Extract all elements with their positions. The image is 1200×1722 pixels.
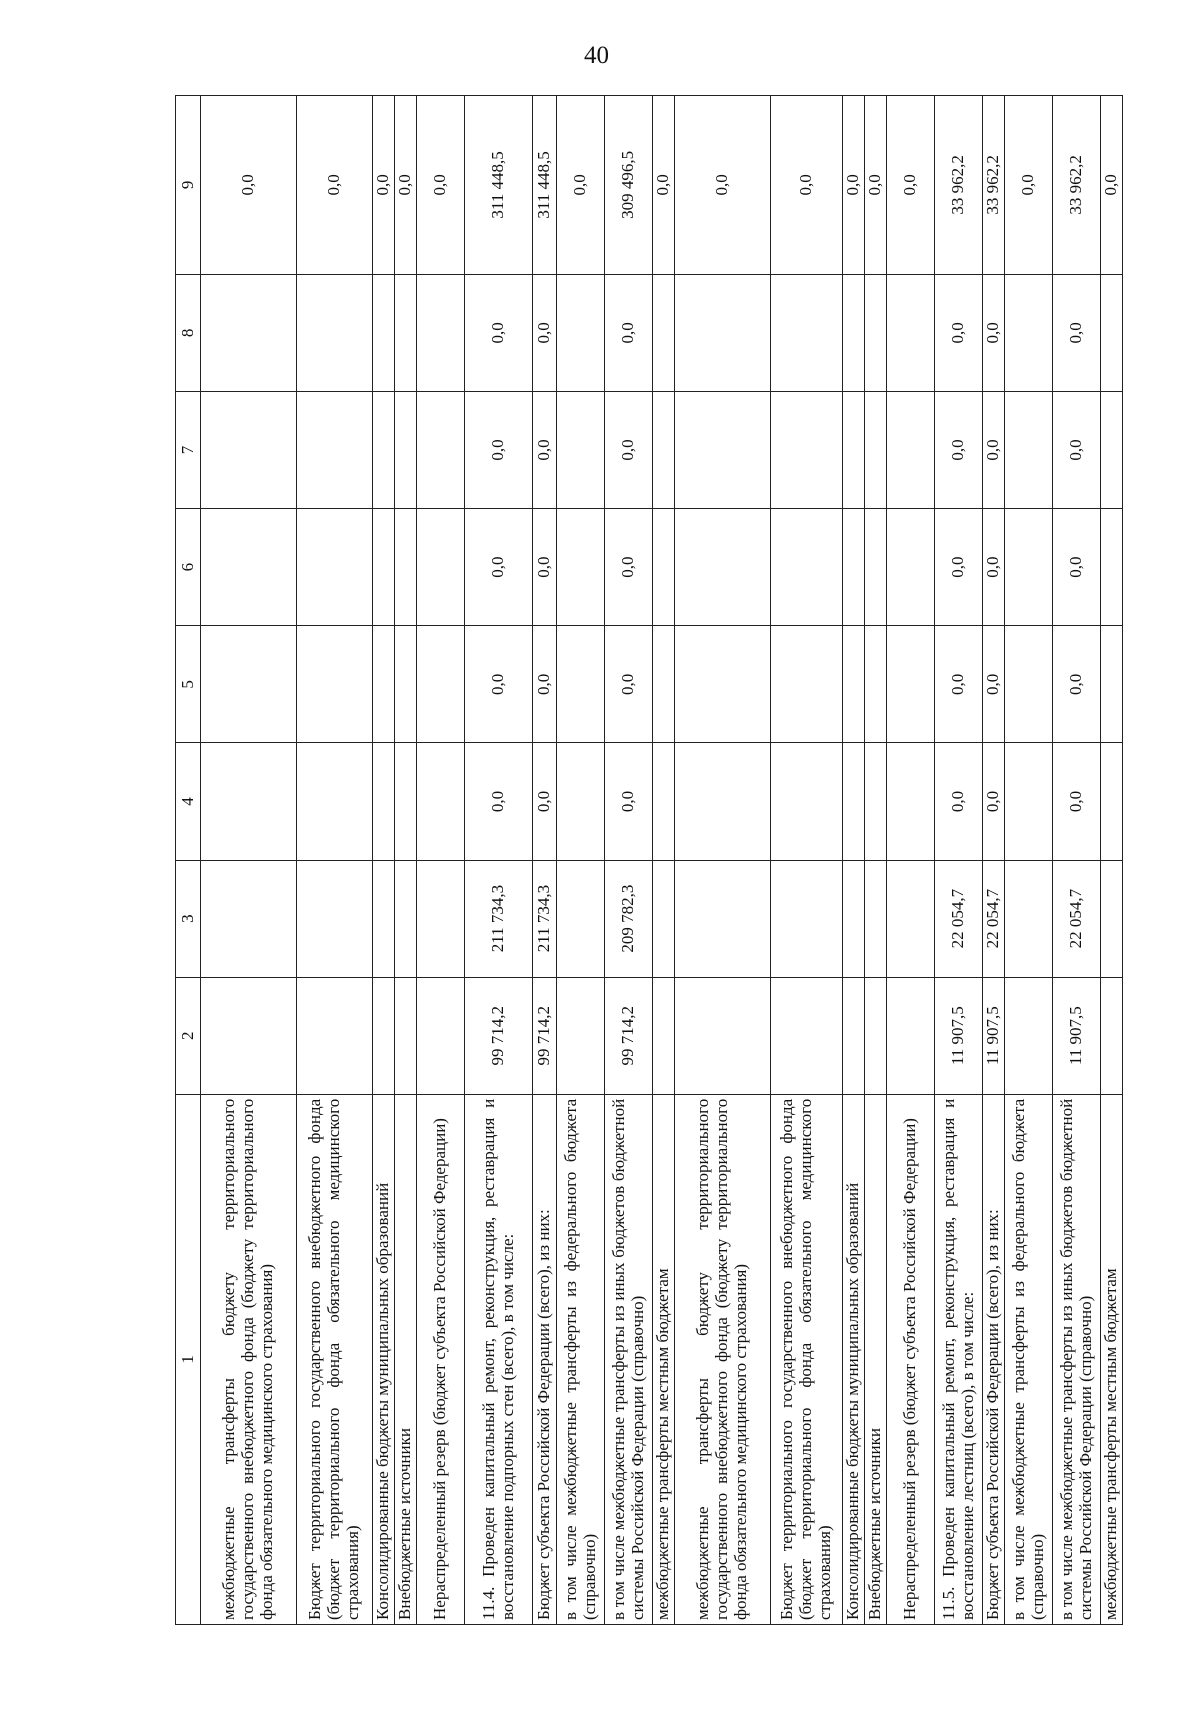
cell-col-6: 0,0 [605,509,653,626]
cell-col-4 [843,743,865,860]
cell-col-3 [771,860,843,977]
row-label: межбюджетные трансферты местным бюджетам [653,1094,675,1624]
cell-col-3 [297,860,373,977]
table-row [297,96,373,1625]
cell-col-3 [887,860,935,977]
cell-col-9: 0,0 [297,96,373,275]
cell-col-3 [201,860,297,977]
cell-col-3 [395,860,417,977]
cell-col-6 [771,509,843,626]
cell-col-9: 0,0 [1101,96,1123,275]
cell-col-5: 0,0 [465,626,533,743]
table-row [1053,96,1101,1625]
cell-col-7: 0,0 [983,391,1005,508]
cell-col-6 [865,509,887,626]
cell-col-3 [417,860,465,977]
table-row [983,96,1005,1625]
cell-col-5 [865,626,887,743]
table-row [653,96,675,1625]
cell-col-4: 0,0 [465,743,533,860]
column-header-1: 1 [176,1094,201,1624]
row-label: Бюджет субъекта Российской Федерации (всего), из них: [983,1094,1005,1624]
cell-col-9: 33 962,2 [983,96,1005,275]
cell-col-8 [1101,274,1123,391]
cell-col-9: 311 448,5 [465,96,533,275]
table-row [1101,96,1123,1625]
cell-col-8: 0,0 [605,274,653,391]
cell-col-9: 0,0 [557,96,605,275]
cell-col-5 [653,626,675,743]
cell-col-8: 0,0 [465,274,533,391]
cell-col-7 [887,391,935,508]
cell-col-4 [771,743,843,860]
cell-col-2 [675,977,771,1094]
cell-col-2 [1005,977,1053,1094]
cell-col-8 [653,274,675,391]
cell-col-6 [1005,509,1053,626]
cell-col-6 [395,509,417,626]
row-label: в том числе межбюджетные трансферты из иных бюджетов бюджетной системы Российской Федерации (справочно) [1053,1094,1101,1624]
cell-col-9: 0,0 [373,96,395,275]
cell-col-3 [653,860,675,977]
cell-col-9: 0,0 [201,96,297,275]
cell-col-6 [201,509,297,626]
cell-col-6 [557,509,605,626]
cell-col-4: 0,0 [533,743,557,860]
column-header-6: 6 [176,509,201,626]
cell-col-6 [675,509,771,626]
header-row [176,96,201,1625]
table-body [201,96,1123,1625]
table-row [557,96,605,1625]
cell-col-7 [395,391,417,508]
row-label: 11.4. Проведен капитальный ремонт, реконструкция, реставрация и восстановление подпорных стен (всего), в том числе: [465,1094,533,1624]
cell-col-3: 22 054,7 [1053,860,1101,977]
cell-col-7 [557,391,605,508]
cell-col-4: 0,0 [605,743,653,860]
cell-col-9: 311 448,5 [533,96,557,275]
column-header-4: 4 [176,743,201,860]
cell-col-2 [771,977,843,1094]
cell-col-6 [653,509,675,626]
cell-col-2 [201,977,297,1094]
cell-col-2: 11 907,5 [935,977,983,1094]
rotated-table-container [175,95,1120,1625]
cell-col-6: 0,0 [935,509,983,626]
row-label: межбюджетные трансферты бюджету территориального государственного внебюджетного фонда (бюджету территориального фонда обязательного медицинского страхования) [675,1094,771,1624]
cell-col-2 [417,977,465,1094]
cell-col-3 [675,860,771,977]
cell-col-9: 0,0 [417,96,465,275]
cell-col-8 [1005,274,1053,391]
cell-col-4 [653,743,675,860]
cell-col-7 [865,391,887,508]
row-label: Бюджет территориального государственного внебюджетного фонда (бюджет территориального фонда обязательного медицинского страхования) [771,1094,843,1624]
cell-col-3 [1005,860,1053,977]
cell-col-6: 0,0 [1053,509,1101,626]
column-header-8: 8 [176,274,201,391]
column-header-3: 3 [176,860,201,977]
cell-col-8 [373,274,395,391]
cell-col-9: 33 962,2 [935,96,983,275]
table-row [1005,96,1053,1625]
table-row [675,96,771,1625]
table-row [201,96,297,1625]
cell-col-8: 0,0 [983,274,1005,391]
table-row [533,96,557,1625]
cell-col-5 [557,626,605,743]
cell-col-7 [373,391,395,508]
cell-col-5 [373,626,395,743]
cell-col-8 [395,274,417,391]
cell-col-5: 0,0 [1053,626,1101,743]
column-header-7: 7 [176,391,201,508]
cell-col-8 [675,274,771,391]
cell-col-8 [887,274,935,391]
cell-col-4 [865,743,887,860]
cell-col-6 [417,509,465,626]
budget-table [175,95,1123,1625]
column-header-2: 2 [176,977,201,1094]
cell-col-7 [297,391,373,508]
cell-col-9: 0,0 [771,96,843,275]
cell-col-8 [297,274,373,391]
cell-col-7: 0,0 [465,391,533,508]
cell-col-4 [1005,743,1053,860]
cell-col-8: 0,0 [533,274,557,391]
row-label: межбюджетные трансферты бюджету территориального государственного внебюджетного фонда (бюджету территориального фонда обязательного медицинского страхования) [201,1094,297,1624]
cell-col-4 [887,743,935,860]
row-label: Внебюджетные источники [395,1094,417,1624]
cell-col-3: 211 734,3 [533,860,557,977]
cell-col-2 [373,977,395,1094]
table-row [605,96,653,1625]
cell-col-5 [1005,626,1053,743]
cell-col-7 [201,391,297,508]
table-row [417,96,465,1625]
cell-col-4: 0,0 [935,743,983,860]
cell-col-8 [843,274,865,391]
cell-col-3 [373,860,395,977]
cell-col-5: 0,0 [935,626,983,743]
page-number: 40 [584,42,609,69]
cell-col-4 [395,743,417,860]
cell-col-4 [557,743,605,860]
cell-col-7: 0,0 [605,391,653,508]
cell-col-5 [771,626,843,743]
cell-col-3: 209 782,3 [605,860,653,977]
cell-col-7: 0,0 [1053,391,1101,508]
cell-col-8 [557,274,605,391]
cell-col-8 [771,274,843,391]
cell-col-6: 0,0 [983,509,1005,626]
cell-col-6 [843,509,865,626]
cell-col-2: 11 907,5 [983,977,1005,1094]
row-label: Нераспределенный резерв (бюджет субъекта Российской Федерации) [417,1094,465,1624]
cell-col-5 [887,626,935,743]
table-row [373,96,395,1625]
table-row [395,96,417,1625]
row-label: в том числе межбюджетные трансферты из иных бюджетов бюджетной системы Российской Федерации (справочно) [605,1094,653,1624]
cell-col-7 [771,391,843,508]
cell-col-5 [675,626,771,743]
cell-col-2: 11 907,5 [1053,977,1101,1094]
cell-col-9: 0,0 [843,96,865,275]
cell-col-9: 0,0 [653,96,675,275]
cell-col-8: 0,0 [1053,274,1101,391]
row-label: в том числе межбюджетные трансферты из федерального бюджета (справочно) [1005,1094,1053,1624]
cell-col-3 [843,860,865,977]
cell-col-8 [417,274,465,391]
cell-col-6 [373,509,395,626]
cell-col-3: 211 734,3 [465,860,533,977]
table-row [935,96,983,1625]
cell-col-9: 33 962,2 [1053,96,1101,275]
table-row [843,96,865,1625]
cell-col-9: 0,0 [1005,96,1053,275]
cell-col-5: 0,0 [605,626,653,743]
row-label: в том числе межбюджетные трансферты из федерального бюджета (справочно) [557,1094,605,1624]
cell-col-7 [1005,391,1053,508]
cell-col-2: 99 714,2 [533,977,557,1094]
cell-col-2: 99 714,2 [605,977,653,1094]
cell-col-5 [417,626,465,743]
cell-col-7 [675,391,771,508]
column-header-5: 5 [176,626,201,743]
row-label: Внебюджетные источники [865,1094,887,1624]
cell-col-2 [865,977,887,1094]
cell-col-3: 22 054,7 [935,860,983,977]
cell-col-7 [417,391,465,508]
cell-col-5: 0,0 [983,626,1005,743]
cell-col-2 [653,977,675,1094]
cell-col-5 [843,626,865,743]
table-row [865,96,887,1625]
cell-col-2: 99 714,2 [465,977,533,1094]
cell-col-2 [843,977,865,1094]
cell-col-5 [395,626,417,743]
cell-col-3 [557,860,605,977]
cell-col-5: 0,0 [533,626,557,743]
row-label: Бюджет субъекта Российской Федерации (всего), из них: [533,1094,557,1624]
table-row [887,96,935,1625]
cell-col-8: 0,0 [935,274,983,391]
cell-col-7 [1101,391,1123,508]
cell-col-2 [557,977,605,1094]
cell-col-4 [201,743,297,860]
cell-col-9: 0,0 [865,96,887,275]
cell-col-9: 0,0 [395,96,417,275]
cell-col-7: 0,0 [935,391,983,508]
cell-col-3: 22 054,7 [983,860,1005,977]
cell-col-3 [865,860,887,977]
cell-col-4 [675,743,771,860]
cell-col-8 [201,274,297,391]
cell-col-6: 0,0 [533,509,557,626]
cell-col-2 [887,977,935,1094]
cell-col-9: 0,0 [675,96,771,275]
cell-col-9: 309 496,5 [605,96,653,275]
cell-col-4: 0,0 [983,743,1005,860]
cell-col-4 [297,743,373,860]
cell-col-4 [1101,743,1123,860]
cell-col-4 [373,743,395,860]
row-label: межбюджетные трансферты местным бюджетам [1101,1094,1123,1624]
column-header-9: 9 [176,96,201,275]
cell-col-7 [653,391,675,508]
table-row [465,96,533,1625]
cell-col-2 [395,977,417,1094]
row-label: Консолидированные бюджеты муниципальных образований [843,1094,865,1624]
cell-col-6 [297,509,373,626]
cell-col-7 [843,391,865,508]
table-row [771,96,843,1625]
row-label: Нераспределенный резерв (бюджет субъекта Российской Федерации) [887,1094,935,1624]
cell-col-9: 0,0 [887,96,935,275]
cell-col-6: 0,0 [465,509,533,626]
row-label: Бюджет территориального государственного внебюджетного фонда (бюджет территориального фонда обязательного медицинского страхования) [297,1094,373,1624]
cell-col-5 [1101,626,1123,743]
cell-col-7: 0,0 [533,391,557,508]
cell-col-8 [865,274,887,391]
row-label: Консолидированные бюджеты муниципальных образований [373,1094,395,1624]
cell-col-3 [1101,860,1123,977]
cell-col-5 [297,626,373,743]
cell-col-4: 0,0 [1053,743,1101,860]
cell-col-6 [1101,509,1123,626]
cell-col-2 [297,977,373,1094]
table-header [176,96,201,1625]
row-label: 11.5. Проведен капитальный ремонт, реконструкция, реставрация и восстановление лестниц (всего), в том числе: [935,1094,983,1624]
cell-col-6 [887,509,935,626]
cell-col-4 [417,743,465,860]
cell-col-5 [201,626,297,743]
cell-col-2 [1101,977,1123,1094]
